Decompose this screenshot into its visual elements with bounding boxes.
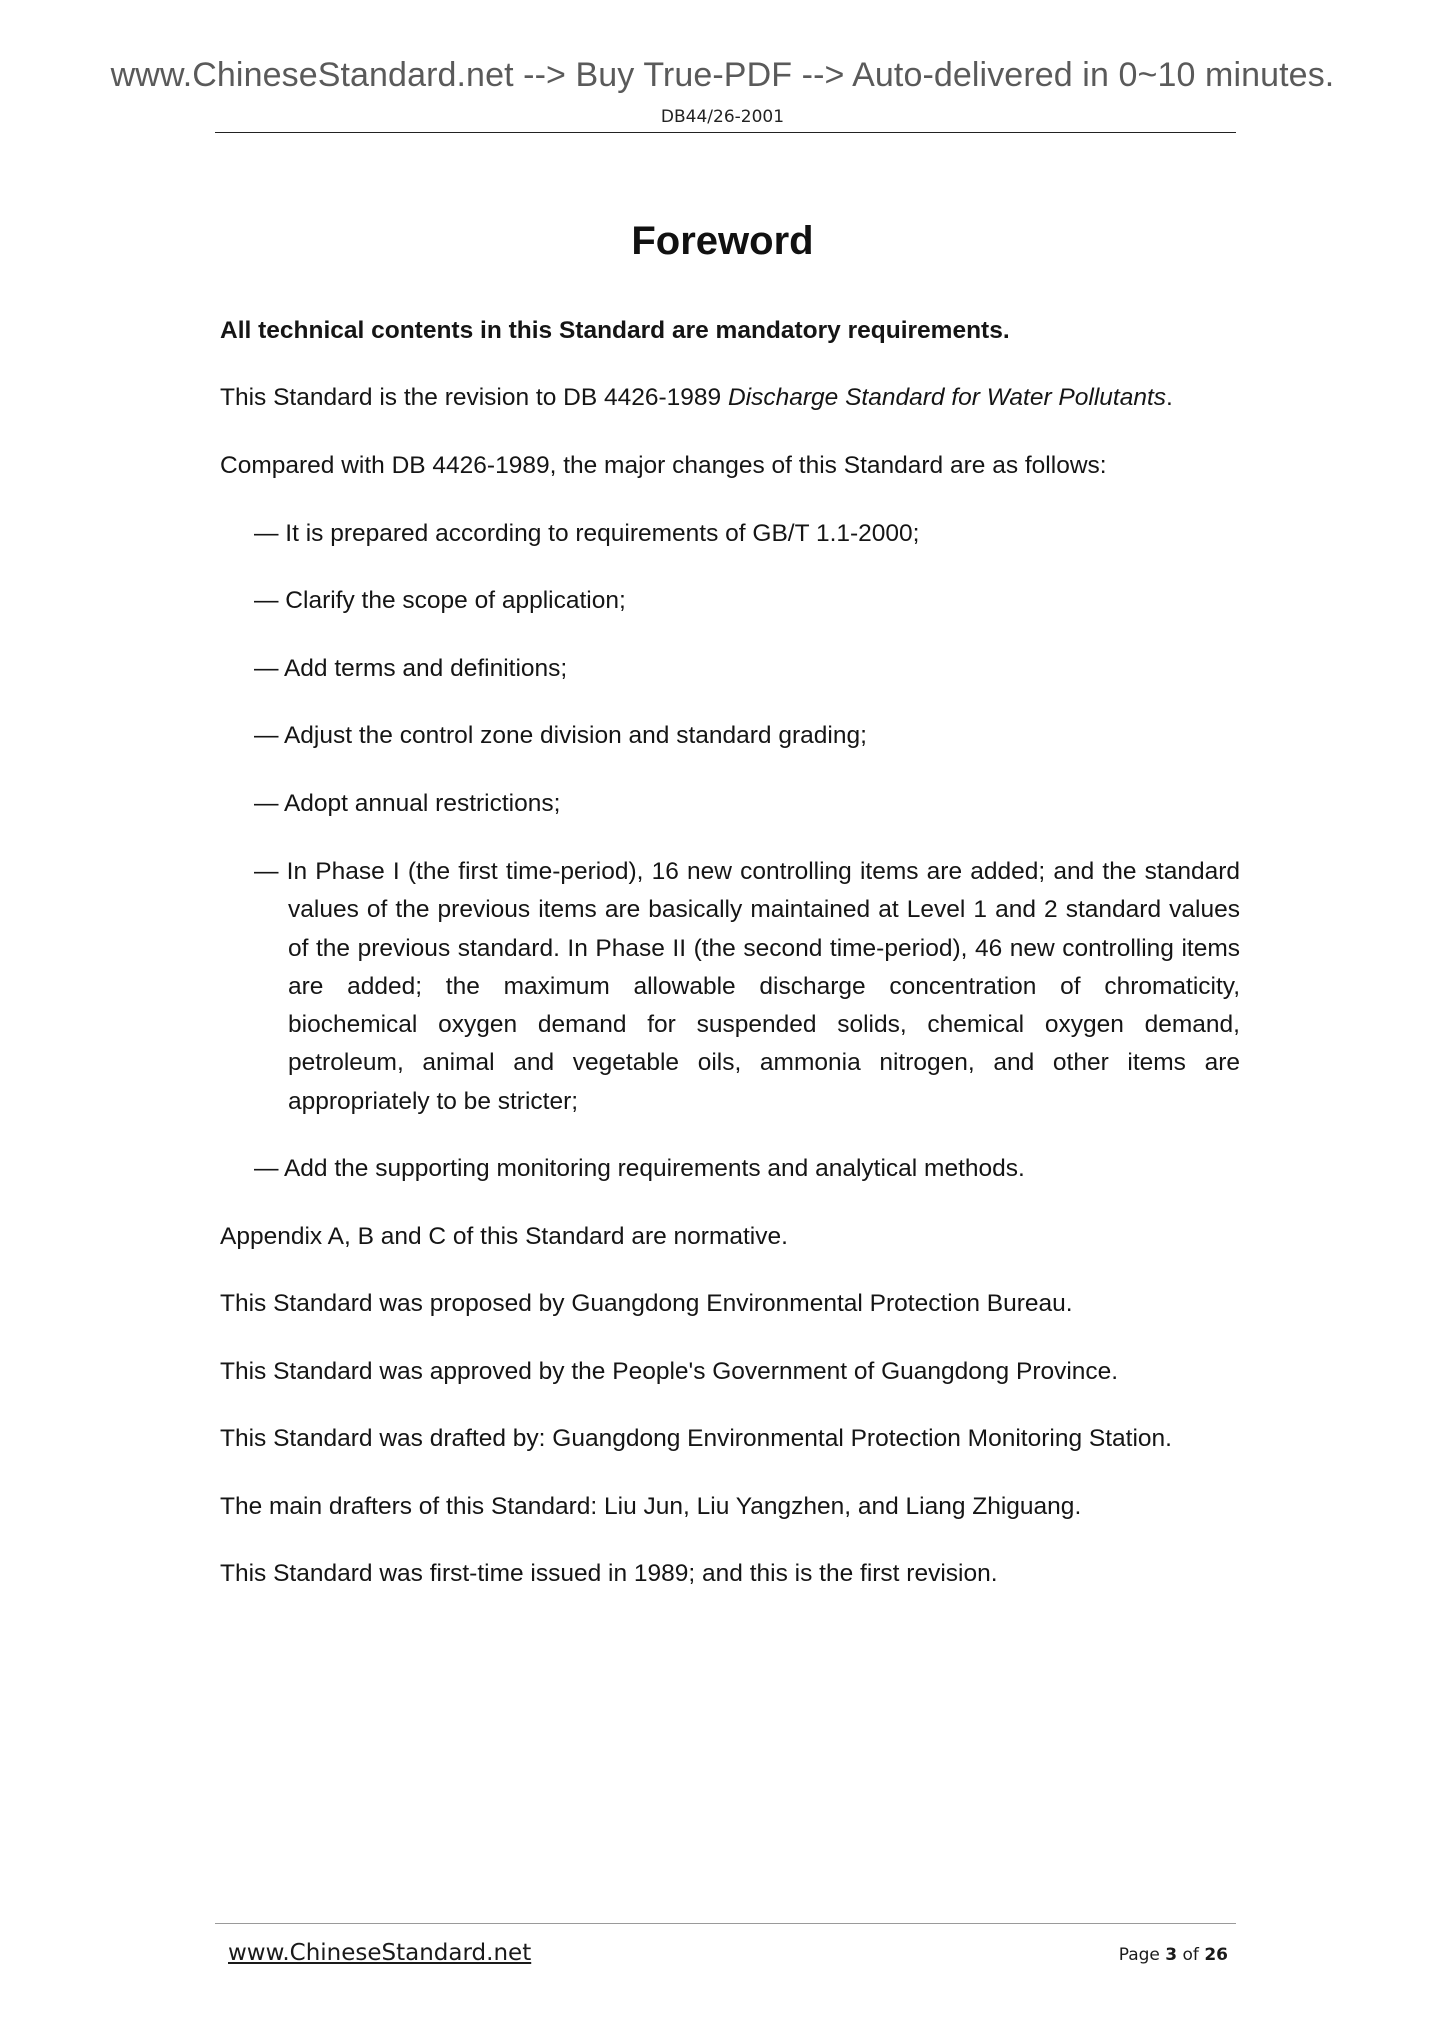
page-of: of <box>1182 1945 1199 1965</box>
change-item: — Add the supporting monitoring requirements and analytical methods. <box>254 1155 1025 1182</box>
issued-statement: This Standard was first-time issued in 1989; and this is the first revision. <box>220 1560 998 1587</box>
page-number <box>1000 1945 1228 1965</box>
top-banner: www.ChineseStandard.net --> Buy True-PDF --> Auto-delivered in 0~10 minutes. <box>110 56 1335 94</box>
change-item: — It is prepared according to requirements of GB/T 1.1-2000; <box>254 520 920 547</box>
mandatory-statement: All technical contents in this Standard are mandatory requirements. <box>220 317 1010 344</box>
revision-statement <box>220 379 1240 417</box>
footer-website-link[interactable]: www.ChineseStandard.net <box>228 1940 532 1966</box>
change-item: — Adjust the control zone division and standard grading; <box>254 722 867 749</box>
drafters-statement: The main drafters of this Standard: Liu Jun, Liu Yangzhen, and Liang Zhiguang. <box>220 1493 1082 1520</box>
revision-standard-title: Discharge Standard for Water Pollutants <box>727 384 1167 411</box>
change-item-phases: — In Phase I (the first time-period), 16 new controlling items are added; and the standard values of the previous items are basically maintained at Level 1 and 2 standard values of the previous standard. In Phase II (the second time-period), 46 new controlling items are added; the maximum allowable discharge concentration of chromaticity, biochemical oxygen demand for suspended solids, chemical oxygen demand, petroleum, animal and vegetable oils, ammonia nitrogen, and other items are appropriately to be stricter; <box>254 858 1240 1115</box>
drafted-statement: This Standard was drafted by: Guangdong Environmental Protection Monitoring Station. <box>220 1425 1172 1452</box>
revision-prefix: This Standard is the revision to DB 4426-1989 <box>220 384 728 411</box>
revision-suffix: . <box>1166 384 1173 411</box>
header-divider <box>215 132 1236 133</box>
changes-intro: Compared with DB 4426-1989, the major changes of this Standard are as follows: <box>220 452 1107 479</box>
proposed-statement: This Standard was proposed by Guangdong Environmental Protection Bureau. <box>220 1290 1073 1317</box>
change-item: — Adopt annual restrictions; <box>254 790 561 817</box>
page-word: Page <box>1118 1945 1160 1965</box>
footer-divider <box>215 1923 1236 1924</box>
change-item: — Clarify the scope of application; <box>254 587 626 614</box>
change-item: — Add terms and definitions; <box>254 655 568 682</box>
page-current: 3 <box>1165 1945 1178 1965</box>
approved-statement: This Standard was approved by the People's Government of Guangdong Province. <box>220 1358 1119 1385</box>
appendix-statement: Appendix A, B and C of this Standard are normative. <box>220 1223 788 1250</box>
page-total: 26 <box>1204 1945 1228 1965</box>
page-title: Foreword <box>631 219 814 263</box>
document-code: DB44/26-2001 <box>660 107 785 127</box>
